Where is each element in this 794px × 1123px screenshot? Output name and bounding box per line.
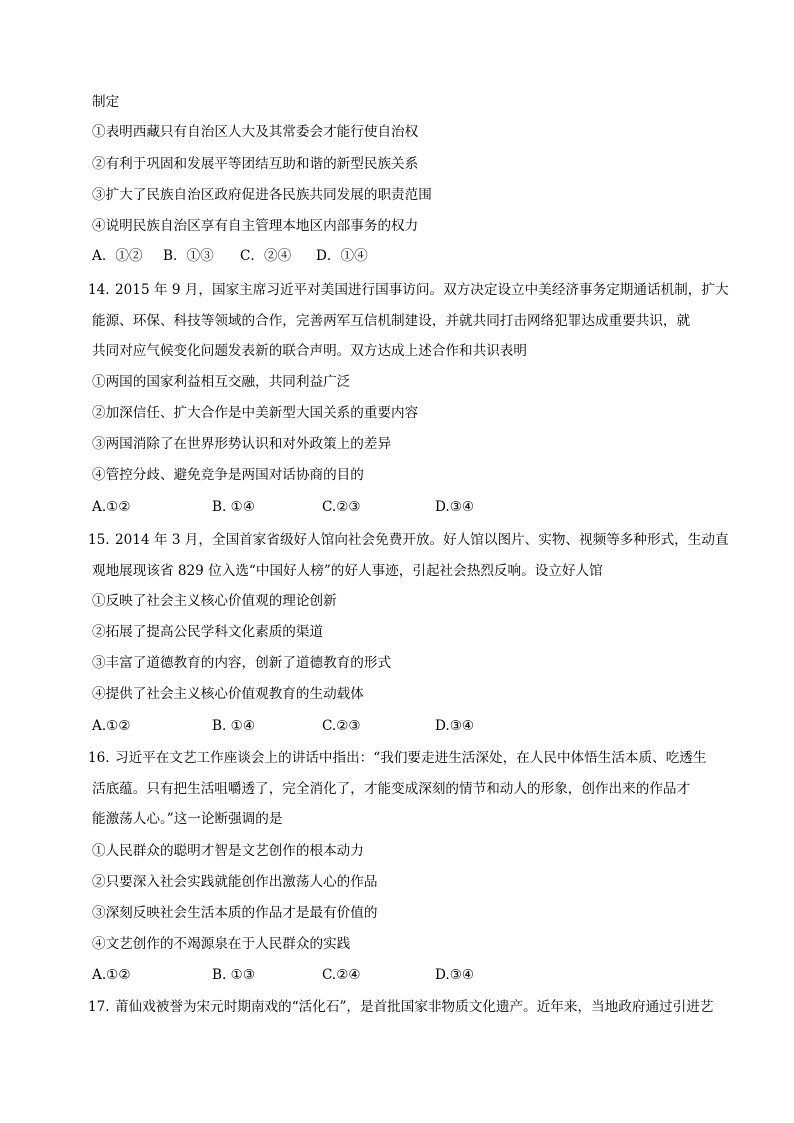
q16-option-1: ①人民群众的聪明才智是文艺创作的根本动力: [92, 843, 364, 859]
q14-number: 14.: [88, 282, 110, 298]
q13-choice-c: C．②④: [240, 248, 292, 264]
q14-option-3: ③两国消除了在世界形势认识和对外政策上的差异: [92, 436, 392, 452]
q16-option-3: ③深刻反映社会生活本质的作品才是最有价值的: [92, 905, 378, 921]
q16-choice-d: D.③④: [435, 967, 475, 983]
q16-choice-a: A.①②: [92, 967, 131, 983]
q14-option-4: ④管控分歧、避免竞争是两国对话协商的目的: [92, 467, 364, 483]
q15-option-4: ④提供了社会主义核心价值观教育的生动载体: [92, 686, 364, 702]
q13-choice-d: D．①④: [316, 248, 368, 264]
q14-choice-a: A.①②: [92, 499, 131, 515]
q15-choice-c: C.②③: [322, 718, 361, 734]
q13-choice-a: A．①②: [92, 248, 143, 264]
q15-choice-a: A.①②: [92, 718, 131, 734]
q15-option-2: ②拓展了提高公民学科文化素质的渠道: [92, 624, 324, 640]
q15-option-1: ①反映了社会主义核心价值观的理论创新: [92, 593, 337, 609]
q15-number: 15.: [88, 532, 110, 548]
q13-option-4: ④说明民族自治区享有自主管理本地区内部事务的权力: [92, 218, 419, 234]
q13-stem-continuation: 制定: [92, 94, 120, 110]
q14-choice-b: B. ①④: [212, 499, 256, 515]
q15-choice-d: D.③④: [435, 718, 475, 734]
q14-option-1: ①两国的国家利益相互交融，共同利益广泛: [92, 374, 351, 390]
q15-choice-b: B. ①④: [212, 718, 256, 734]
q14-choice-d: D.③④: [435, 499, 475, 515]
q13-choice-b: B．①③: [163, 248, 214, 264]
q17-number: 17.: [88, 999, 110, 1015]
q15-stem-line-2: 观地展现该省 829 位入选“中国好人榜”的好人事迹，引起社会热烈反响。设立好人馆: [92, 563, 603, 579]
q17-stem-line-1: 莆仙戏被誉为宋元时期南戏的“活化石”，是首批国家非物质文化遗产。近年来，当地政府通过引进艺: [115, 999, 714, 1015]
q16-number: 16.: [88, 750, 110, 766]
q14-option-2: ②加深信任、扩大合作是中美新型大国关系的重要内容: [92, 405, 419, 421]
q14-stem-line-3: 共同对应气候变化问题发表新的联合声明。双方达成上述合作和共识表明: [92, 343, 527, 359]
q13-option-2: ②有利于巩固和发展平等团结互助和谐的新型民族关系: [92, 156, 419, 172]
q16-choice-c: C.②④: [322, 967, 361, 983]
q14-stem-line-1: 2015 年 9 月，国家主席习近平对美国进行国事访问。双方决定设立中美经济事务定期通话机制，扩大: [115, 282, 729, 298]
q15-option-3: ③丰富了道德教育的内容，创新了道德教育的形式: [92, 655, 392, 671]
q16-option-2: ②只要深入社会实践就能创作出激荡人心的作品: [92, 874, 378, 890]
q14-choice-c: C.②③: [322, 499, 361, 515]
q16-stem-line-1: 习近平在文艺工作座谈会上的讲话中指出：“我们要走进生活深处，在人民中体悟生活本质、吃透生: [115, 750, 707, 766]
q15-stem-line-1: 2014 年 3 月，全国首家省级好人馆向社会免费开放。好人馆以图片、实物、视频等多种形式，生动直: [115, 532, 729, 548]
q16-choice-b: B. ①③: [212, 967, 256, 983]
q13-option-1: ①表明西藏只有自治区人大及其常委会才能行使自治权: [92, 124, 419, 140]
q16-option-4: ④文艺创作的不竭源泉在于人民群众的实践: [92, 936, 351, 952]
q13-option-3: ③扩大了民族自治区政府促进各民族共同发展的职责范围: [92, 187, 432, 203]
q14-stem-line-2: 能源、环保、科技等领域的合作，完善两军互信机制建设，并就共同打击网络犯罪达成重要共识，就: [92, 313, 691, 329]
q16-stem-line-2: 活底蕴。只有把生活咀嚼透了，完全消化了，才能变成深刻的情节和动人的形象，创作出来的作品才: [92, 781, 691, 797]
q16-stem-line-3: 能激荡人心。”这一论断强调的是: [92, 811, 283, 827]
